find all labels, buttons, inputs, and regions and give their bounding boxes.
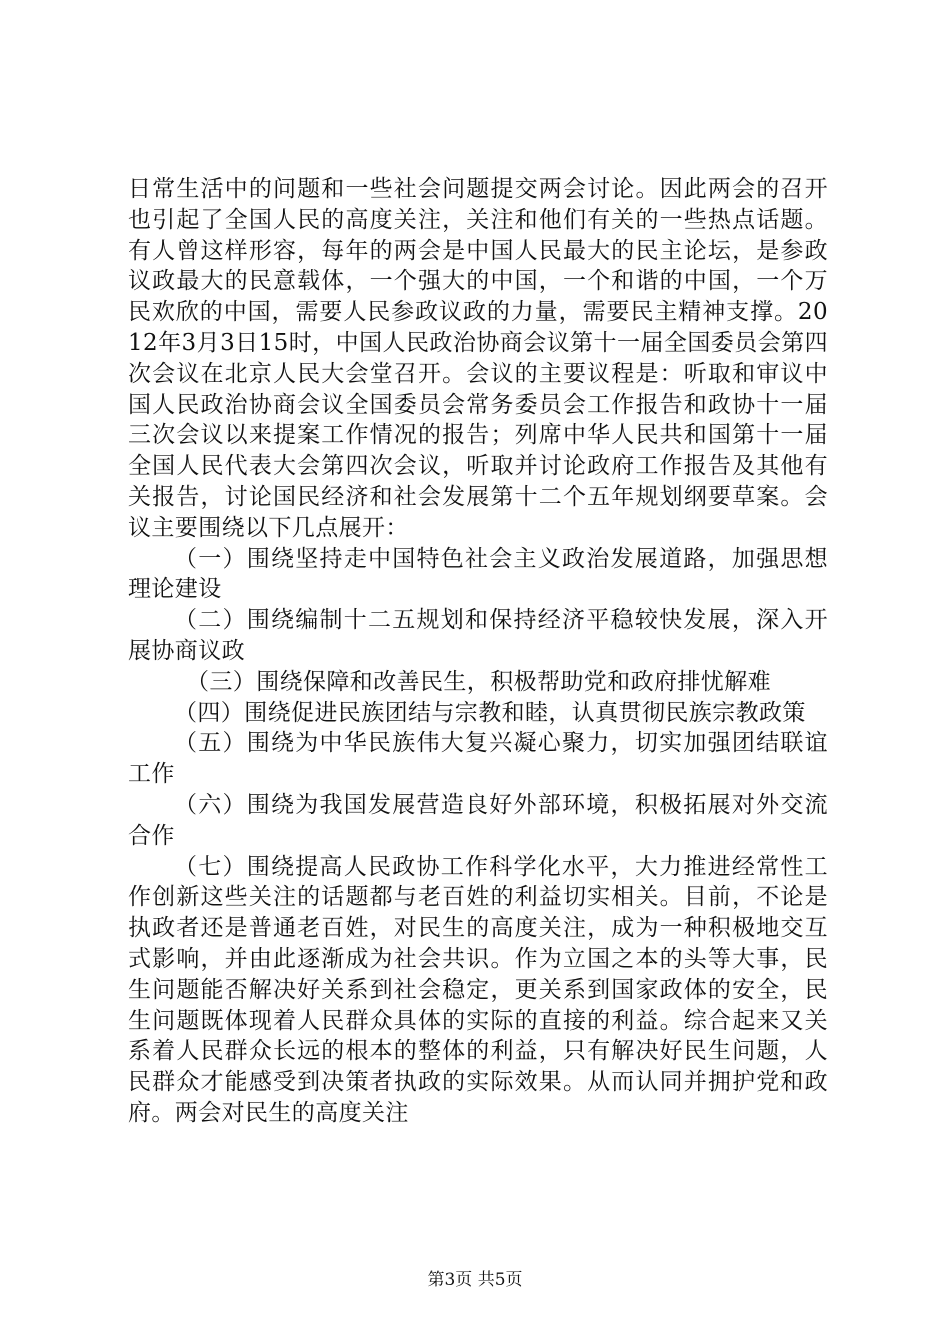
agenda-item-7: （七）围绕提高人民政协工作科学化水平，大力推进经常性工作创新这些关注的话题都与老百姓的利益切实相关。目前，不论是执政者还是普通老百姓，对民生的高度关注，成为一种积极地交互式影响，并由此逐渐成为社会共识。作为立国之本的头等大事，民生问题能否解决好关系到社会稳定，更关系到国家政体的安全，民生问题既体现着人民群众具体的实际的直接的利益。综合起来又关系着人民群众长远的根本的整体的利益，只有解决好民生问题，人民群众才能感受到决策者执政的实际效果。从而认同并拥护党和政府。两会对民生的高度关注 [128, 853, 828, 1126]
agenda-item-5: （五）围绕为中华民族伟大复兴凝心聚力，切实加强团结联谊工作 [128, 730, 828, 788]
agenda-item-1: （一）围绕坚持走中国特色社会主义政治发展道路，加强思想理论建设 [128, 545, 828, 603]
agenda-item-2: （二）围绕编制十二五规划和保持经济平稳较快发展，深入开展协商议政 [128, 607, 828, 664]
agenda-item-3: （三）围绕保障和改善民生，积极帮助党和政府排忧解难 [186, 668, 771, 695]
agenda-item-6: （六）围绕为我国发展营造良好外部环境，积极拓展对外交流合作 [128, 791, 828, 849]
document-body [128, 174, 828, 1129]
body-paragraph-intro: 日常生活中的问题和一些社会问题提交两会讨论。因此两会的召开也引起了全国人民的高度关注，关注和他们有关的一些热点话题。有人曾这样形容，每年的两会是中国人民最大的民主论坛，是参政议政最大的民意载体，一个强大的中国，一个和谐的中国，一个万民欢欣的中国，需要人民参政议政的力量，需要民主精神支撑。2012年3月3日15时，中国人民政治协商会议第十一届全国委员会第四次会议在北京人民大会堂召开。会议的主要议程是：听取和审议中国人民政治协商会议全国委员会常务委员会工作报告和政协十一届三次会议以来提案工作情况的报告；列席中华人民共和国第十一届全国人民代表大会第四次会议，听取并讨论政府工作报告及其他有关报告，讨论国民经济和社会发展第十二个五年规划纲要草案。会议主要围绕以下几点展开： [128, 176, 828, 541]
agenda-item-4: （四）围绕促进民族团结与宗教和睦，认真贯彻民族宗教政策 [174, 699, 806, 726]
page-footer: 第3页 共5页 [427, 1270, 523, 1290]
